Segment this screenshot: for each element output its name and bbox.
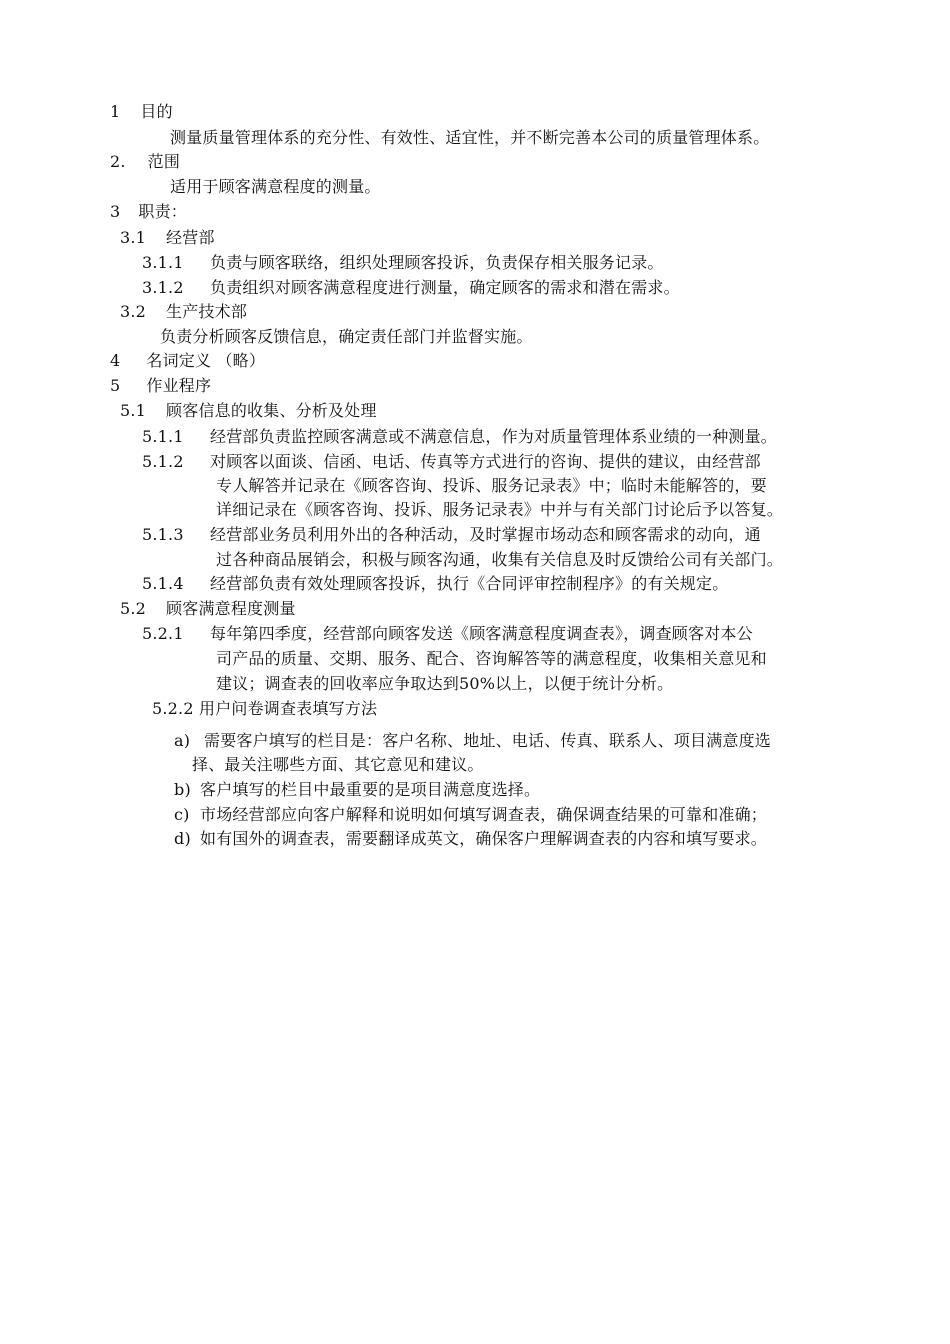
subsection-3-1-heading (120, 228, 215, 248)
subsection-title: 顾客满意程度测量 (166, 599, 296, 618)
section-title: 职责： (138, 202, 187, 221)
subsection-title: 顾客信息的收集、分析及处理 (166, 401, 377, 420)
section-1-text: 测量质量管理体系的充分性、有效性、适宜性，并不断完善本公司的质量管理体系。 (170, 128, 770, 147)
section-number: 1 (110, 102, 121, 121)
item-5-2-1-line-3: 建议；调查表的回收率应争取达到50%以上，以便于统计分析。 (216, 674, 674, 693)
item-text: 负责与顾客联络，组织处理顾客投诉，负责保存相关服务记录。 (210, 253, 664, 272)
section-1-heading (110, 102, 173, 122)
item-5-1-1 (142, 427, 777, 447)
item-5-1-3-line-2: 过各种商品展销会，积极与顾客沟通，收集有关信息及时反馈给公司有关部门。 (216, 550, 784, 569)
subsection-number: 3.2 (120, 302, 147, 321)
item-text: 对顾客以面谈、信函、电话、传真等方式进行的咨询、提供的建议，由经营部 (210, 452, 761, 471)
item-text: 经营部负责有效处理顾客投诉，执行《合同评审控制程序》的有关规定。 (210, 574, 729, 593)
section-title: 范围 (147, 152, 181, 171)
item-number: 5.1.4 (142, 574, 184, 593)
item-5-2-1-line-2: 司产品的质量、交期、服务、配合、咨询解答等的满意程度，收集相关意见和 (216, 649, 767, 668)
section-title: 目的 (140, 102, 173, 121)
subsection-number: 5.2 (120, 599, 147, 618)
subsection-3-2-heading (120, 302, 247, 322)
section-number: 2. (110, 152, 126, 171)
list-text: 如有国外的调查表，需要翻译成英文，确保客户理解调查表的内容和填写要求。 (200, 829, 768, 848)
item-5-2-1 (142, 624, 753, 644)
list-label: b) (174, 780, 191, 799)
item-5-1-3 (142, 525, 761, 545)
list-item-c (174, 805, 767, 825)
section-2-heading (110, 152, 180, 172)
list-text: 市场经营部应向客户解释和说明如何填写调查表，确保调查结果的可靠和准确； (200, 805, 768, 824)
section-5-heading (110, 376, 211, 396)
section-4-heading (110, 351, 265, 371)
list-item-b (174, 780, 540, 800)
item-number: 5.1.1 (142, 427, 184, 446)
item-number: 3.1.2 (142, 278, 184, 297)
list-label: d) (174, 829, 191, 848)
section-number: 4 (110, 351, 121, 370)
subsection-5-1-heading (120, 401, 377, 421)
section-3-heading (110, 202, 187, 222)
list-text: 客户填写的栏目中最重要的是项目满意度选择。 (200, 780, 541, 799)
section-number: 3 (110, 202, 121, 221)
item-text: 经营部负责监控顾客满意或不满意信息，作为对质量管理体系业绩的一种测量。 (210, 427, 778, 446)
item-number: 5.2.1 (142, 624, 184, 643)
item-number: 5.1.2 (142, 452, 184, 471)
item-5-1-2 (142, 452, 761, 472)
item-number: 3.1.1 (142, 253, 184, 272)
subsection-5-2-heading (120, 599, 296, 619)
subsection-number: 5.1 (120, 401, 147, 420)
item-5-1-2-line-3: 详细记录在《顾客咨询、投诉、服务记录表》中并与有关部门讨论后予以答复。 (216, 500, 784, 519)
subsection-3-2-text: 负责分析顾客反馈信息，确定责任部门并监督实施。 (160, 327, 533, 346)
section-title: 作业程序 (146, 376, 212, 395)
item-5-1-2-line-2: 专人解答并记录在《顾客咨询、投诉、服务记录表》中；临时未能解答的，要 (216, 476, 767, 495)
item-3-1-2 (142, 278, 680, 298)
item-5-1-4 (142, 574, 728, 594)
list-label: c) (174, 805, 190, 824)
section-title: 名词定义 （略） (146, 351, 266, 370)
item-3-1-1 (142, 253, 664, 273)
list-text: 需要客户填写的栏目是：客户名称、地址、电话、传真、联系人、项目满意度选 (204, 731, 772, 750)
item-number: 5.1.3 (142, 525, 184, 544)
item-text: 经营部业务员利用外出的各种活动，及时掌握市场动态和顾客需求的动向，通 (210, 525, 761, 544)
item-5-2-2-heading: 5.2.2 用户问卷调查表填写方法 (152, 699, 378, 718)
subsection-title: 经营部 (166, 228, 215, 247)
list-item-d (174, 829, 767, 849)
section-number: 5 (110, 376, 121, 395)
subsection-number: 3.1 (120, 228, 147, 247)
item-text: 每年第四季度，经营部向顾客发送《顾客满意程度调查表》，调查顾客对本公 (210, 624, 753, 643)
item-text: 负责组织对顾客满意程度进行测量，确定顾客的需求和潜在需求。 (210, 278, 680, 297)
subsection-title: 生产技术部 (166, 302, 248, 321)
section-2-text: 适用于顾客满意程度的测量。 (170, 177, 381, 196)
list-label: a) (174, 731, 191, 750)
list-item-a-line-2: 择、最关注哪些方面、其它意见和建议。 (192, 755, 484, 774)
list-item-a (174, 731, 771, 751)
